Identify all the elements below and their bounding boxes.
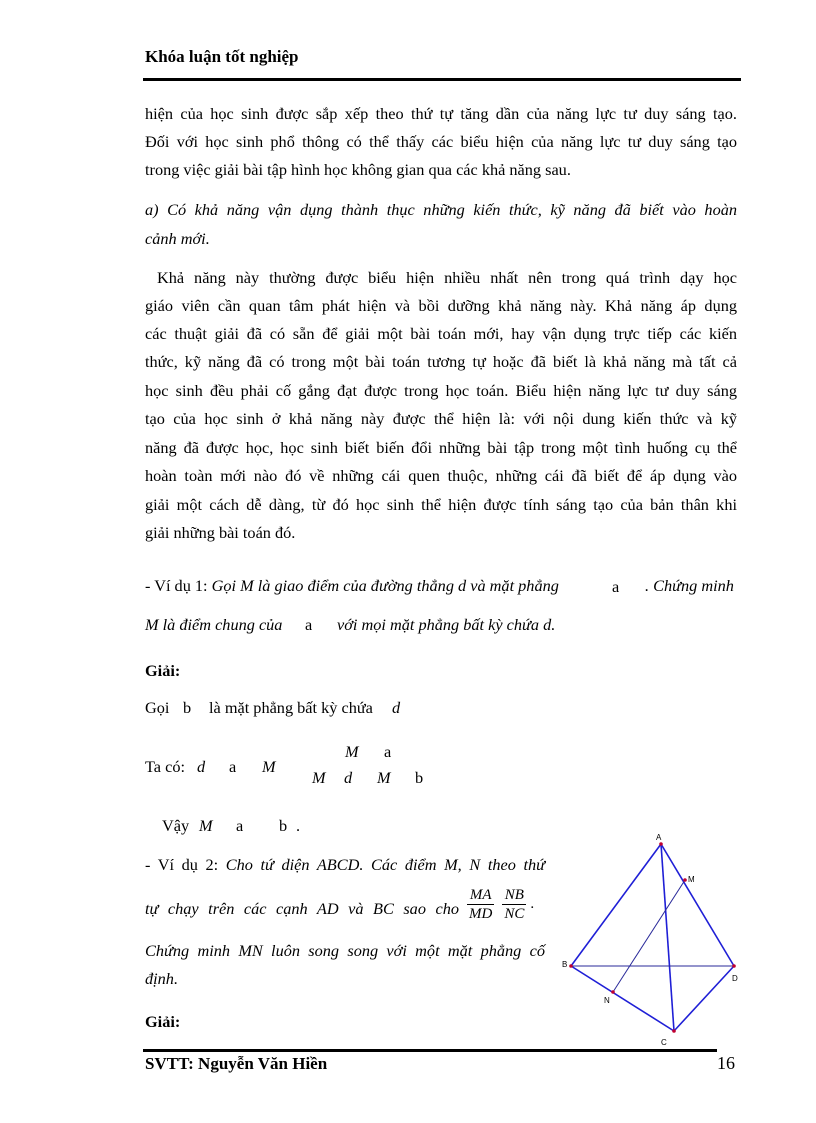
example-2-line-3: Chứng minh MN luôn song song với một mặt phẳng cố [145,941,545,960]
label-B: B [562,960,568,969]
paragraph-line: Đối với học sinh phổ thông có thể thấy các biểu hiện của năng lực tư duy sáng tạo [145,132,737,151]
beta-symbol: b [415,768,424,787]
paragraph-line: giải những bài toán đó. [145,523,296,542]
label-C: C [661,1038,667,1047]
section-heading-a: cảnh mới. [145,229,210,248]
example-1-prefix: - Ví dụ 1: [145,576,212,595]
point-A [659,842,663,846]
segment-MN [613,880,685,992]
point-C [672,1029,676,1033]
example-2-line-1 [145,854,545,876]
example-1-line-2: với mọi mặt phẳng bất kỳ chứa d. [337,615,556,634]
solution-label: Giải: [145,1012,181,1031]
header-rule [143,78,741,81]
paragraph-line: năng đã được học, học sinh biết biến đổi những bài tập trong một tình huống cụ thể [145,438,737,457]
let-line: là mặt phẳng bất kỳ chứa [209,698,373,717]
variable-M: M [262,757,276,776]
example-2-prefix: - Ví dụ 2: [145,855,226,874]
paragraph-line: giải một cách dễ dàng, từ đó học sinh thể hiện được tính sáng tạo của bản thân khi [145,495,737,514]
footer-author: SVTT: Nguyễn Văn Hiền [145,1054,328,1073]
paragraph-line: các thuật giải đã có sẵn để giải một bài toán mới, hay vận dụng trực tiếp các kiến [145,324,737,343]
alpha-symbol: a [236,816,244,835]
alpha-symbol: a [384,742,392,761]
example-2-line-4: định. [145,969,179,988]
edge-AB [571,844,661,966]
paragraph-line: học sinh đều phải cố gắng đạt được trong học toán. Biểu hiện năng lực tư duy sáng [145,381,737,400]
period: . [296,816,301,835]
page-number: 16 [717,1053,735,1073]
paragraph-line: thức, kỹ năng đã có trong một bài toán tương tự hoặc đã biết là khả năng mà tất cả [145,352,737,371]
example-1-line-2: M là điểm chung của [145,615,283,634]
let-line: Gọi [145,698,170,717]
fraction-ma-md: $\frac{MA}{MD}$ [469,887,493,922]
beta-symbol: b [183,698,192,717]
alpha-symbol: a [229,757,237,776]
variable-d: d [197,757,206,776]
alpha-symbol: a [612,577,620,596]
section-heading-a: a) Có khả năng vận dụng thành thục những kiến thức, kỹ năng đã biết vào hoàn [145,200,737,219]
variable-M: M [199,816,213,835]
ratio-fraction [463,886,534,923]
label-D: D [732,974,738,983]
period: . [530,896,535,912]
variable-M: M [312,768,326,787]
fraction-nb-nc: $\frac{NB}{NC}$ [504,887,525,922]
we-have-label: Ta có: [145,757,185,776]
edge-CD [674,966,734,1031]
variable-d: d [344,768,353,787]
label-A: A [656,833,662,842]
paragraph-line: tạo của học sinh ở khả năng này được thể hiện là: với nội dung kiến thức và kỹ [145,409,737,428]
variable-M: M [345,742,359,761]
edge-AC [661,844,674,1031]
beta-symbol: b [279,816,288,835]
alpha-symbol: a [305,615,313,634]
paragraph-line: trong việc giải bài tập hình học không gian qua các khả năng sau. [145,160,571,179]
example-2-line-2: tự chạy trên các cạnh AD và BC sao cho [145,899,459,918]
point-D [732,964,736,968]
paragraph-line: giáo viên cần quan tâm phát hiện và bồi dưỡng khả năng này. Khả năng áp dụng [145,296,737,315]
example-1-text: Gọi M là giao điểm của đường thẳng d và mặt phẳng [211,576,559,595]
solution-label: Giải: [145,661,181,680]
edge-AD [661,844,734,966]
footer-rule [143,1049,717,1052]
conclusion-line: Vậy [162,816,190,835]
example-2-text: Cho tứ diện ABCD. Các điểm M, N theo thứ [225,855,545,874]
variable-M: M [377,768,391,787]
example-1-line-1 [145,575,559,597]
example-1-text: . Chứng minh [645,576,734,595]
paragraph-line: Khả năng này thường được biểu hiện nhiều nhất nên trong quá trình dạy học [157,268,737,287]
header-title: Khóa luận tốt nghiệp [145,47,299,66]
label-N: N [604,996,610,1005]
label-M: M [688,875,695,884]
point-M [683,878,687,882]
paragraph-line: hoàn toàn mới nào đó về những cái quen thuộc, những cái đã biết để áp dụng vào [145,466,737,485]
point-B [569,964,573,968]
edge-BC [571,966,674,1031]
variable-d: d [392,698,401,717]
paragraph-line: hiện của học sinh được sắp xếp theo thứ tự tăng dần của năng lực tư duy sáng tạo. [145,104,737,123]
point-N [611,990,615,994]
tetrahedron-figure [555,828,745,1050]
